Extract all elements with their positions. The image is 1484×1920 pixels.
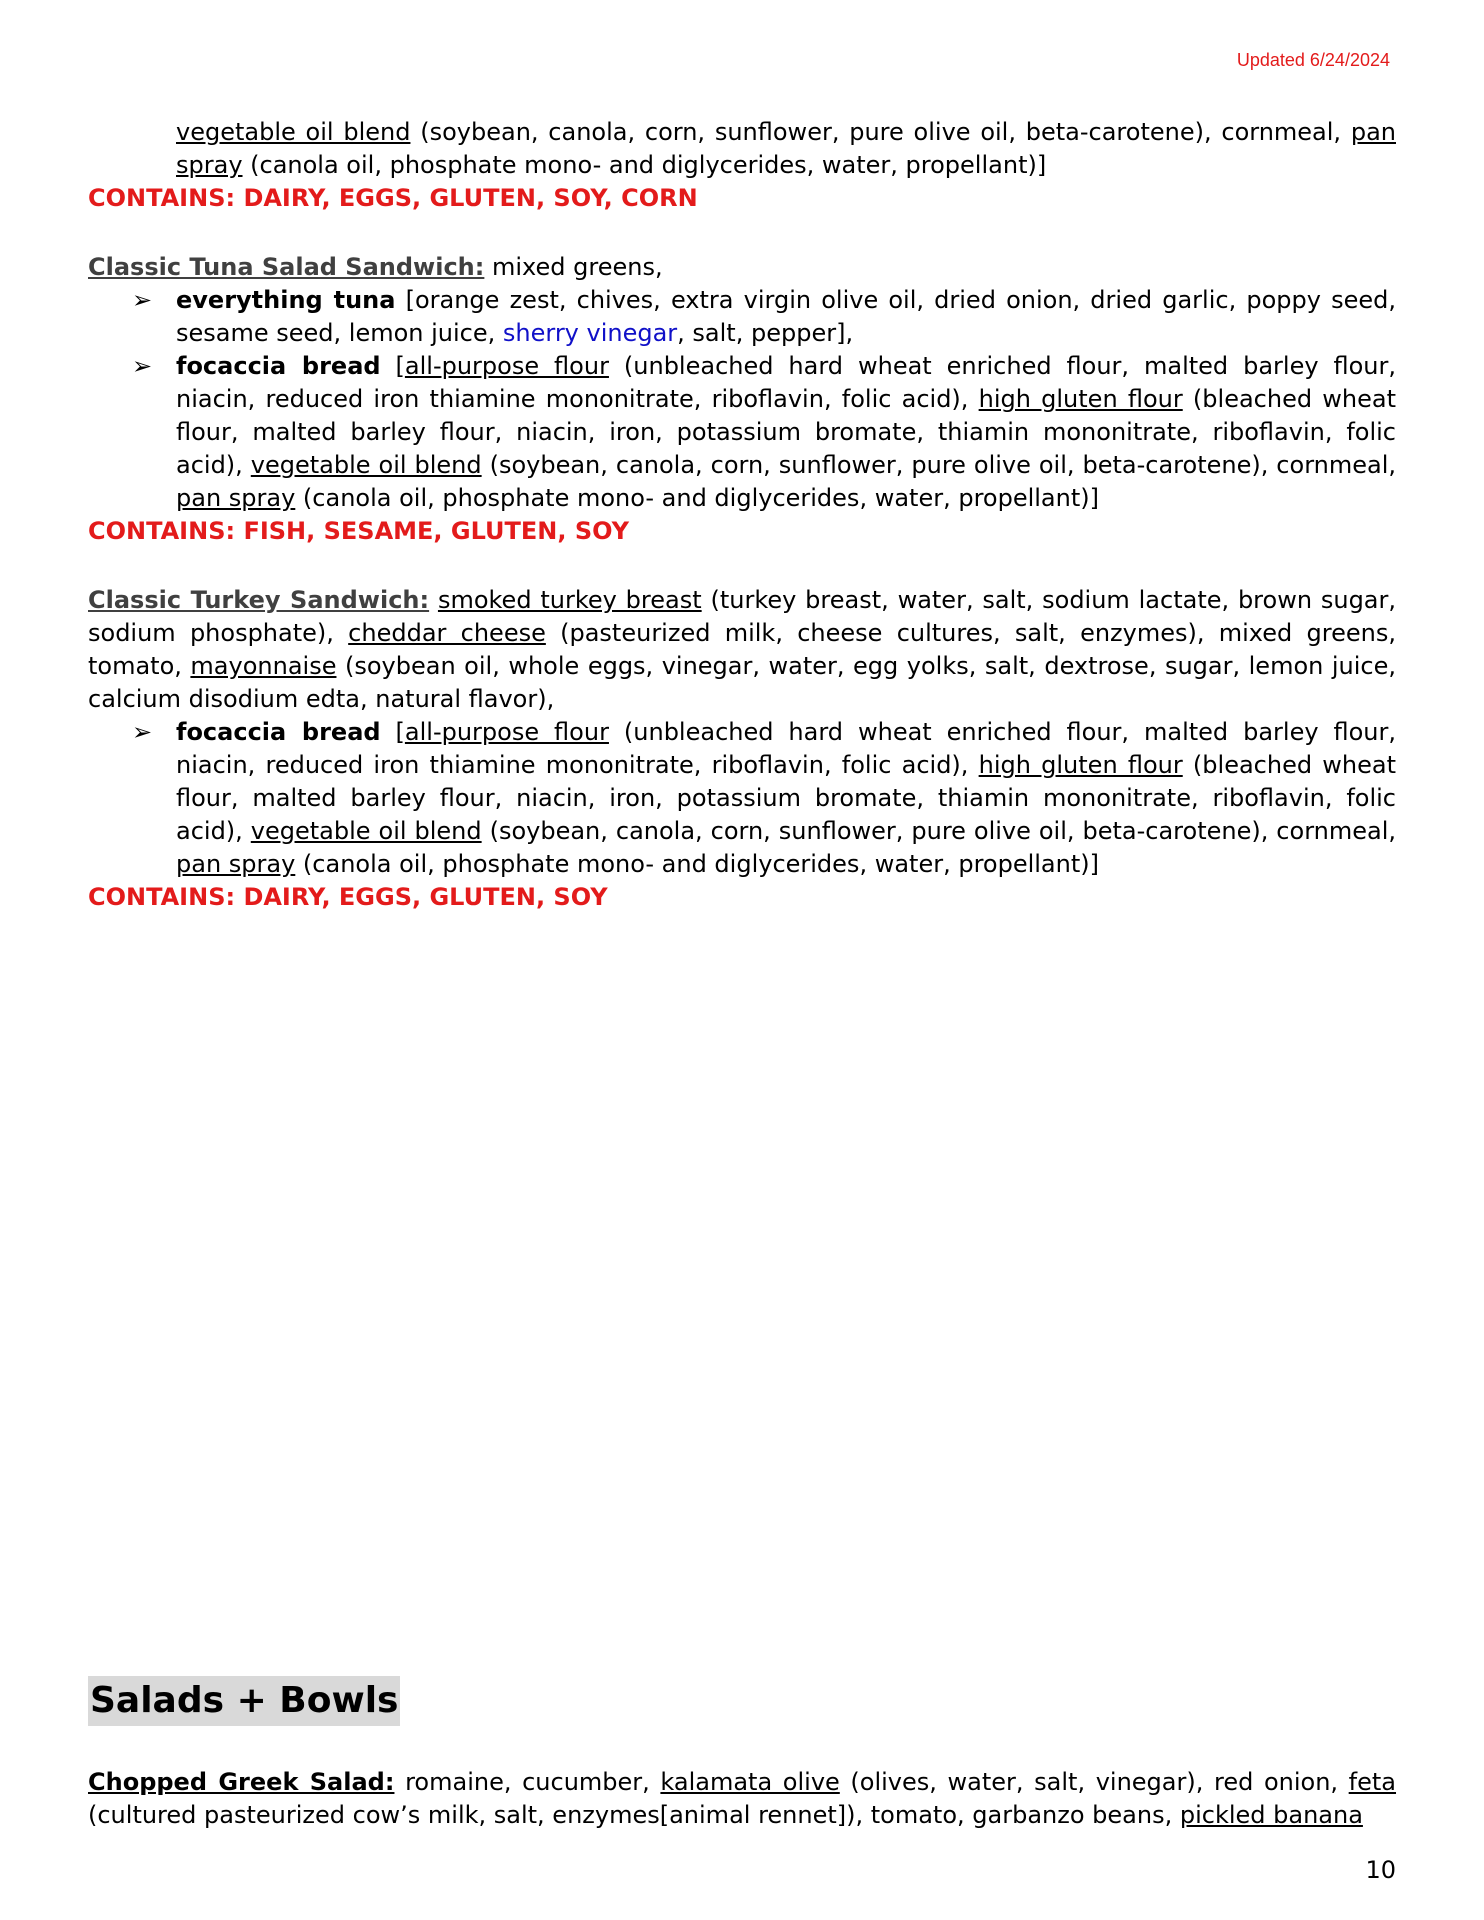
ingredient-desc: (canola oil, phosphate mono- and diglycerides, water, propellant)] bbox=[242, 151, 1047, 179]
arrow-bullet-icon: ➢ bbox=[132, 286, 153, 314]
ingredient-link: high gluten flour bbox=[978, 385, 1183, 413]
ingredient-link: smoked turkey breast bbox=[437, 586, 702, 614]
ingredient-link: mayonnaise bbox=[190, 652, 337, 680]
ingredient-desc: (bleached wheat flour, malted barley flour, niacin, iron, potassium bromate, thiamin mononitrate, riboflavin, folic acid), bbox=[176, 385, 1396, 479]
item-intro: mixed greens, bbox=[484, 253, 663, 281]
tuna-components bbox=[88, 284, 1396, 515]
updated-date: Updated 6/24/2024 bbox=[1236, 50, 1390, 70]
ingredient-desc: (soybean, canola, corn, sunflower, pure olive oil, beta-carotene), cornmeal, bbox=[481, 451, 1396, 479]
highlighted-ingredient: sherry vinegar bbox=[502, 319, 678, 347]
section-heading: Salads + Bowls bbox=[88, 1676, 400, 1726]
ingredient-link: cheddar cheese bbox=[348, 619, 546, 647]
component-desc: [ bbox=[380, 352, 405, 380]
ingredient-link: vegetable oil blend bbox=[250, 451, 482, 479]
component-name: focaccia bread bbox=[176, 352, 381, 380]
ingredient-link: vegetable oil blend bbox=[176, 118, 411, 146]
ingredient-link: high gluten flour bbox=[978, 751, 1183, 779]
list-item bbox=[88, 350, 1396, 515]
ingredient-link: pan spray bbox=[176, 484, 296, 512]
component-desc: , salt, pepper], bbox=[677, 319, 854, 347]
greek-salad-entry bbox=[88, 1766, 1396, 1832]
arrow-bullet-icon: ➢ bbox=[132, 352, 153, 380]
item-title: Chopped Greek Salad: bbox=[88, 1768, 395, 1796]
allergen-contains: CONTAINS: DAIRY, EGGS, GLUTEN, SOY, CORN bbox=[88, 184, 698, 212]
page-number: 10 bbox=[1365, 1856, 1396, 1884]
turkey-sandwich-entry bbox=[88, 584, 1396, 716]
ingredient-link: kalamata olive bbox=[660, 1768, 840, 1796]
continued-ingredients bbox=[176, 116, 1396, 182]
ingredient-link: pan spray bbox=[176, 850, 296, 878]
item-intro: romaine, cucumber, bbox=[394, 1768, 661, 1796]
ingredient-desc: (turkey breast, water, salt, sodium lactate, brown sugar, sodium phosphate), bbox=[88, 586, 1397, 647]
allergen-contains: CONTAINS: DAIRY, EGGS, GLUTEN, SOY bbox=[88, 883, 608, 911]
ingredient-link: feta bbox=[1348, 1768, 1397, 1796]
component-desc: [ bbox=[380, 718, 405, 746]
ingredient-link: all-purpose flour bbox=[404, 718, 609, 746]
list-item bbox=[88, 284, 1396, 350]
ingredient-desc: (olives, water, salt, vinegar), red onion, bbox=[839, 1768, 1349, 1796]
ingredient-link: all-purpose flour bbox=[404, 352, 609, 380]
ingredient-desc: (pasteurized milk, cheese cultures, salt, enzymes), mixed greens, tomato, bbox=[88, 619, 1396, 680]
arrow-bullet-icon: ➢ bbox=[132, 718, 153, 746]
turkey-components bbox=[88, 716, 1396, 881]
spacer bbox=[429, 586, 438, 614]
ingredient-desc: (cultured pasteurized cow’s milk, salt, enzymes[animal rennet]), tomato, garbanzo beans, bbox=[88, 1801, 1180, 1829]
component-name: everything tuna bbox=[176, 286, 396, 314]
item-title: Classic Turkey Sandwich: bbox=[88, 586, 430, 614]
component-name: focaccia bread bbox=[176, 718, 381, 746]
page-content bbox=[88, 116, 1396, 914]
ingredient-desc: (soybean oil, whole eggs, vinegar, water, egg yolks, salt, dextrose, sugar, lemon juice, calcium disodium edta, natural flavor), bbox=[88, 652, 1396, 713]
ingredient-desc: (canola oil, phosphate mono- and diglycerides, water, propellant)] bbox=[295, 850, 1099, 878]
ingredient-desc: (soybean, canola, corn, sunflower, pure olive oil, beta-carotene), cornmeal, bbox=[410, 118, 1351, 146]
ingredient-link: pan spray bbox=[176, 118, 1396, 179]
ingredient-desc: (unbleached hard wheat enriched flour, malted barley flour, niacin, reduced iron thiamine mononitrate, riboflavin, folic acid), bbox=[176, 718, 1397, 779]
ingredient-link: vegetable oil blend bbox=[250, 817, 482, 845]
list-item bbox=[88, 716, 1396, 881]
component-desc: [orange zest, chives, extra virgin olive oil, dried onion, dried garlic, poppy seed, sesame seed, lemon juice, bbox=[176, 286, 1396, 347]
ingredient-desc: (canola oil, phosphate mono- and diglycerides, water, propellant)] bbox=[295, 484, 1099, 512]
ingredient-desc: (soybean, canola, corn, sunflower, pure olive oil, beta-carotene), cornmeal, bbox=[481, 817, 1396, 845]
tuna-sandwich-entry bbox=[88, 251, 1396, 284]
ingredient-desc: (unbleached hard wheat enriched flour, malted barley flour, niacin, reduced iron thiamine mononitrate, riboflavin, folic acid), bbox=[176, 352, 1397, 413]
ingredient-desc: (bleached wheat flour, malted barley flour, niacin, iron, potassium bromate, thiamin mononitrate, riboflavin, folic acid), bbox=[176, 751, 1396, 845]
item-title: Classic Tuna Salad Sandwich: bbox=[88, 253, 485, 281]
allergen-contains: CONTAINS: FISH, SESAME, GLUTEN, SOY bbox=[88, 517, 630, 545]
ingredient-link: pickled banana bbox=[1179, 1801, 1363, 1829]
